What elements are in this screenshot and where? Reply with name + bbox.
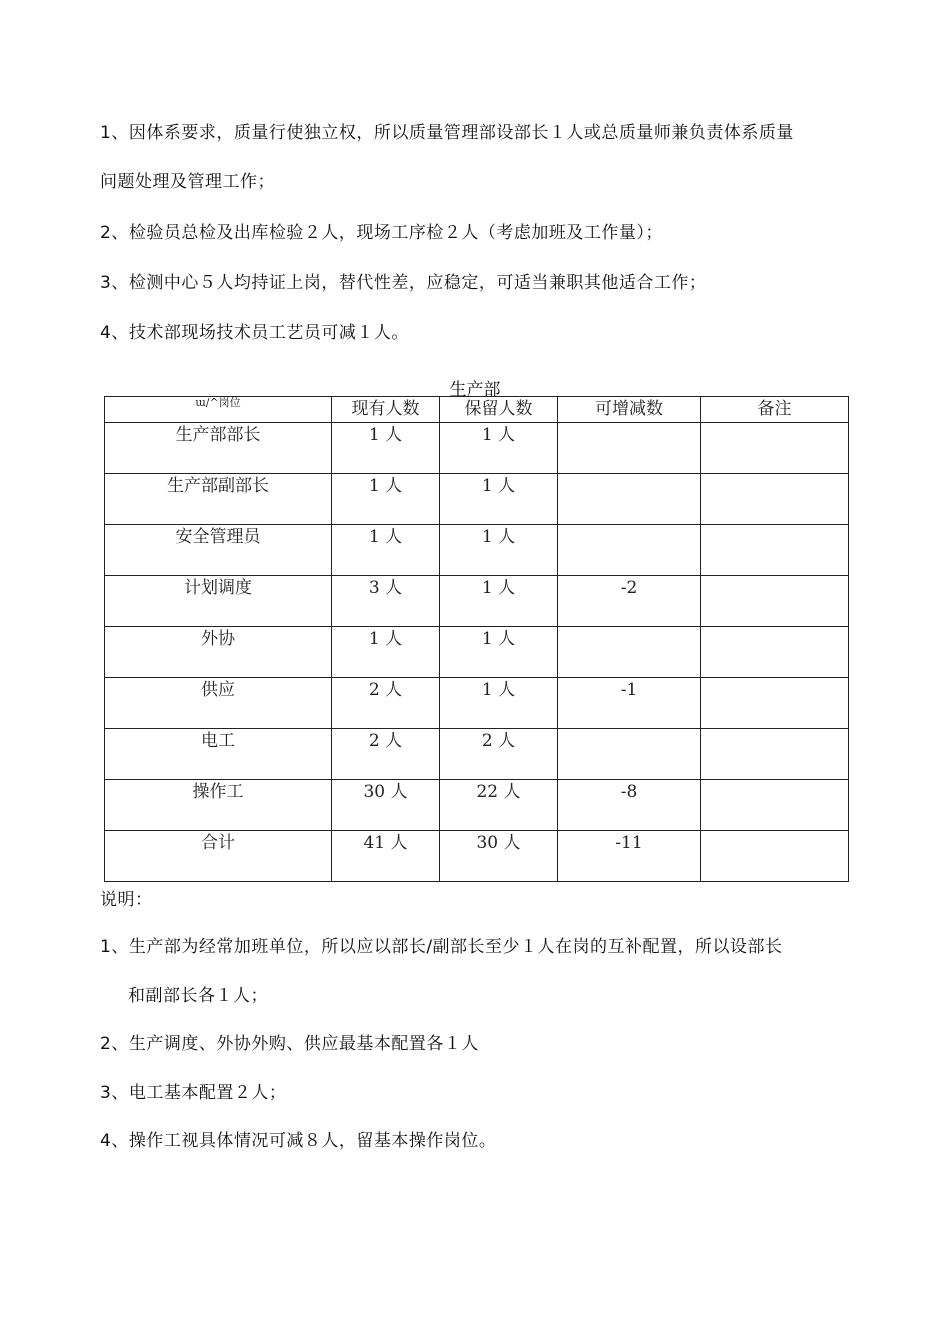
header-current: 现有人数 [332,397,440,423]
remarks-cell [701,729,849,780]
position-cell: 生产部部长 [105,423,332,474]
remarks-cell [701,831,849,882]
table-row [105,525,849,576]
position-cell: 计划调度 [105,576,332,627]
note-line-4: 3、电工基本配置２人； [100,1083,287,1103]
change-cell [558,423,701,474]
remarks-cell [701,780,849,831]
table-total-row [105,831,849,882]
intro-line-4: 3、检测中心５人均持证上岗，替代性差，应稳定，可适当兼职其他适合工作； [100,273,707,293]
note-line-1: 1、生产部为经常加班单位，所以应以部长/副部长至少１人在岗的互补配置，所以设部长 [100,937,783,957]
table-row [105,780,849,831]
table-row [105,729,849,780]
table-header-row [105,397,849,423]
remarks-cell [701,678,849,729]
retained-cell: 1 人 [440,423,558,474]
notes-label: 说明： [100,890,153,910]
table-row [105,576,849,627]
header-remarks: 备注 [701,397,849,423]
retained-cell: 1 人 [440,627,558,678]
current-cell: 1 人 [332,474,440,525]
intro-line-5: 4、技术部现场技术员工艺员可减１人。 [100,323,409,343]
intro-line-2: 问题处理及管理工作； [100,172,275,192]
current-cell: 2 人 [332,729,440,780]
retained-cell: 2 人 [440,729,558,780]
header-retained: 保留人数 [440,397,558,423]
position-cell: 操作工 [105,780,332,831]
note-line-3: 2、生产调度、外协外购、供应最基本配置各１人 [100,1034,479,1054]
table-row [105,423,849,474]
change-cell: -1 [558,678,701,729]
current-cell: 41 人 [332,831,440,882]
retained-cell: 1 人 [440,474,558,525]
retained-cell: 30 人 [440,831,558,882]
header-change: 可增减数 [558,397,701,423]
table-row [105,627,849,678]
table-row [105,678,849,729]
change-cell [558,729,701,780]
current-cell: 1 人 [332,627,440,678]
staffing-table [104,396,849,882]
remarks-cell [701,423,849,474]
current-cell: 1 人 [332,525,440,576]
current-cell: 30 人 [332,780,440,831]
intro-line-3: 2、检验员总检及出库检验２人，现场工序检２人（考虑加班及工作量）； [100,223,663,243]
retained-cell: 1 人 [440,576,558,627]
change-cell: -8 [558,780,701,831]
remarks-cell [701,627,849,678]
current-cell: 3 人 [332,576,440,627]
position-cell: 安全管理员 [105,525,332,576]
retained-cell: 22 人 [440,780,558,831]
position-cell: 外协 [105,627,332,678]
current-cell: 2 人 [332,678,440,729]
change-cell [558,627,701,678]
table-row [105,474,849,525]
change-cell: -11 [558,831,701,882]
note-line-5: 4、操作工视具体情况可减８人，留基本操作岗位。 [100,1131,497,1151]
current-cell: 1 人 [332,423,440,474]
note-line-2: 和副部长各１人； [128,986,268,1006]
position-cell: 生产部副部长 [105,474,332,525]
position-cell: 电工 [105,729,332,780]
corner-header: ɯ/^岗位 [105,397,332,423]
intro-line-1: 1、因体系要求，质量行使独立权，所以质量管理部设部长１人或总质量师兼负责体系质量 [100,123,794,143]
retained-cell: 1 人 [440,525,558,576]
retained-cell: 1 人 [440,678,558,729]
remarks-cell [701,525,849,576]
remarks-cell [701,474,849,525]
remarks-cell [701,576,849,627]
position-cell: 合计 [105,831,332,882]
position-cell: 供应 [105,678,332,729]
table-title: 生产部 [449,380,501,400]
change-cell [558,474,701,525]
change-cell: -2 [558,576,701,627]
change-cell [558,525,701,576]
